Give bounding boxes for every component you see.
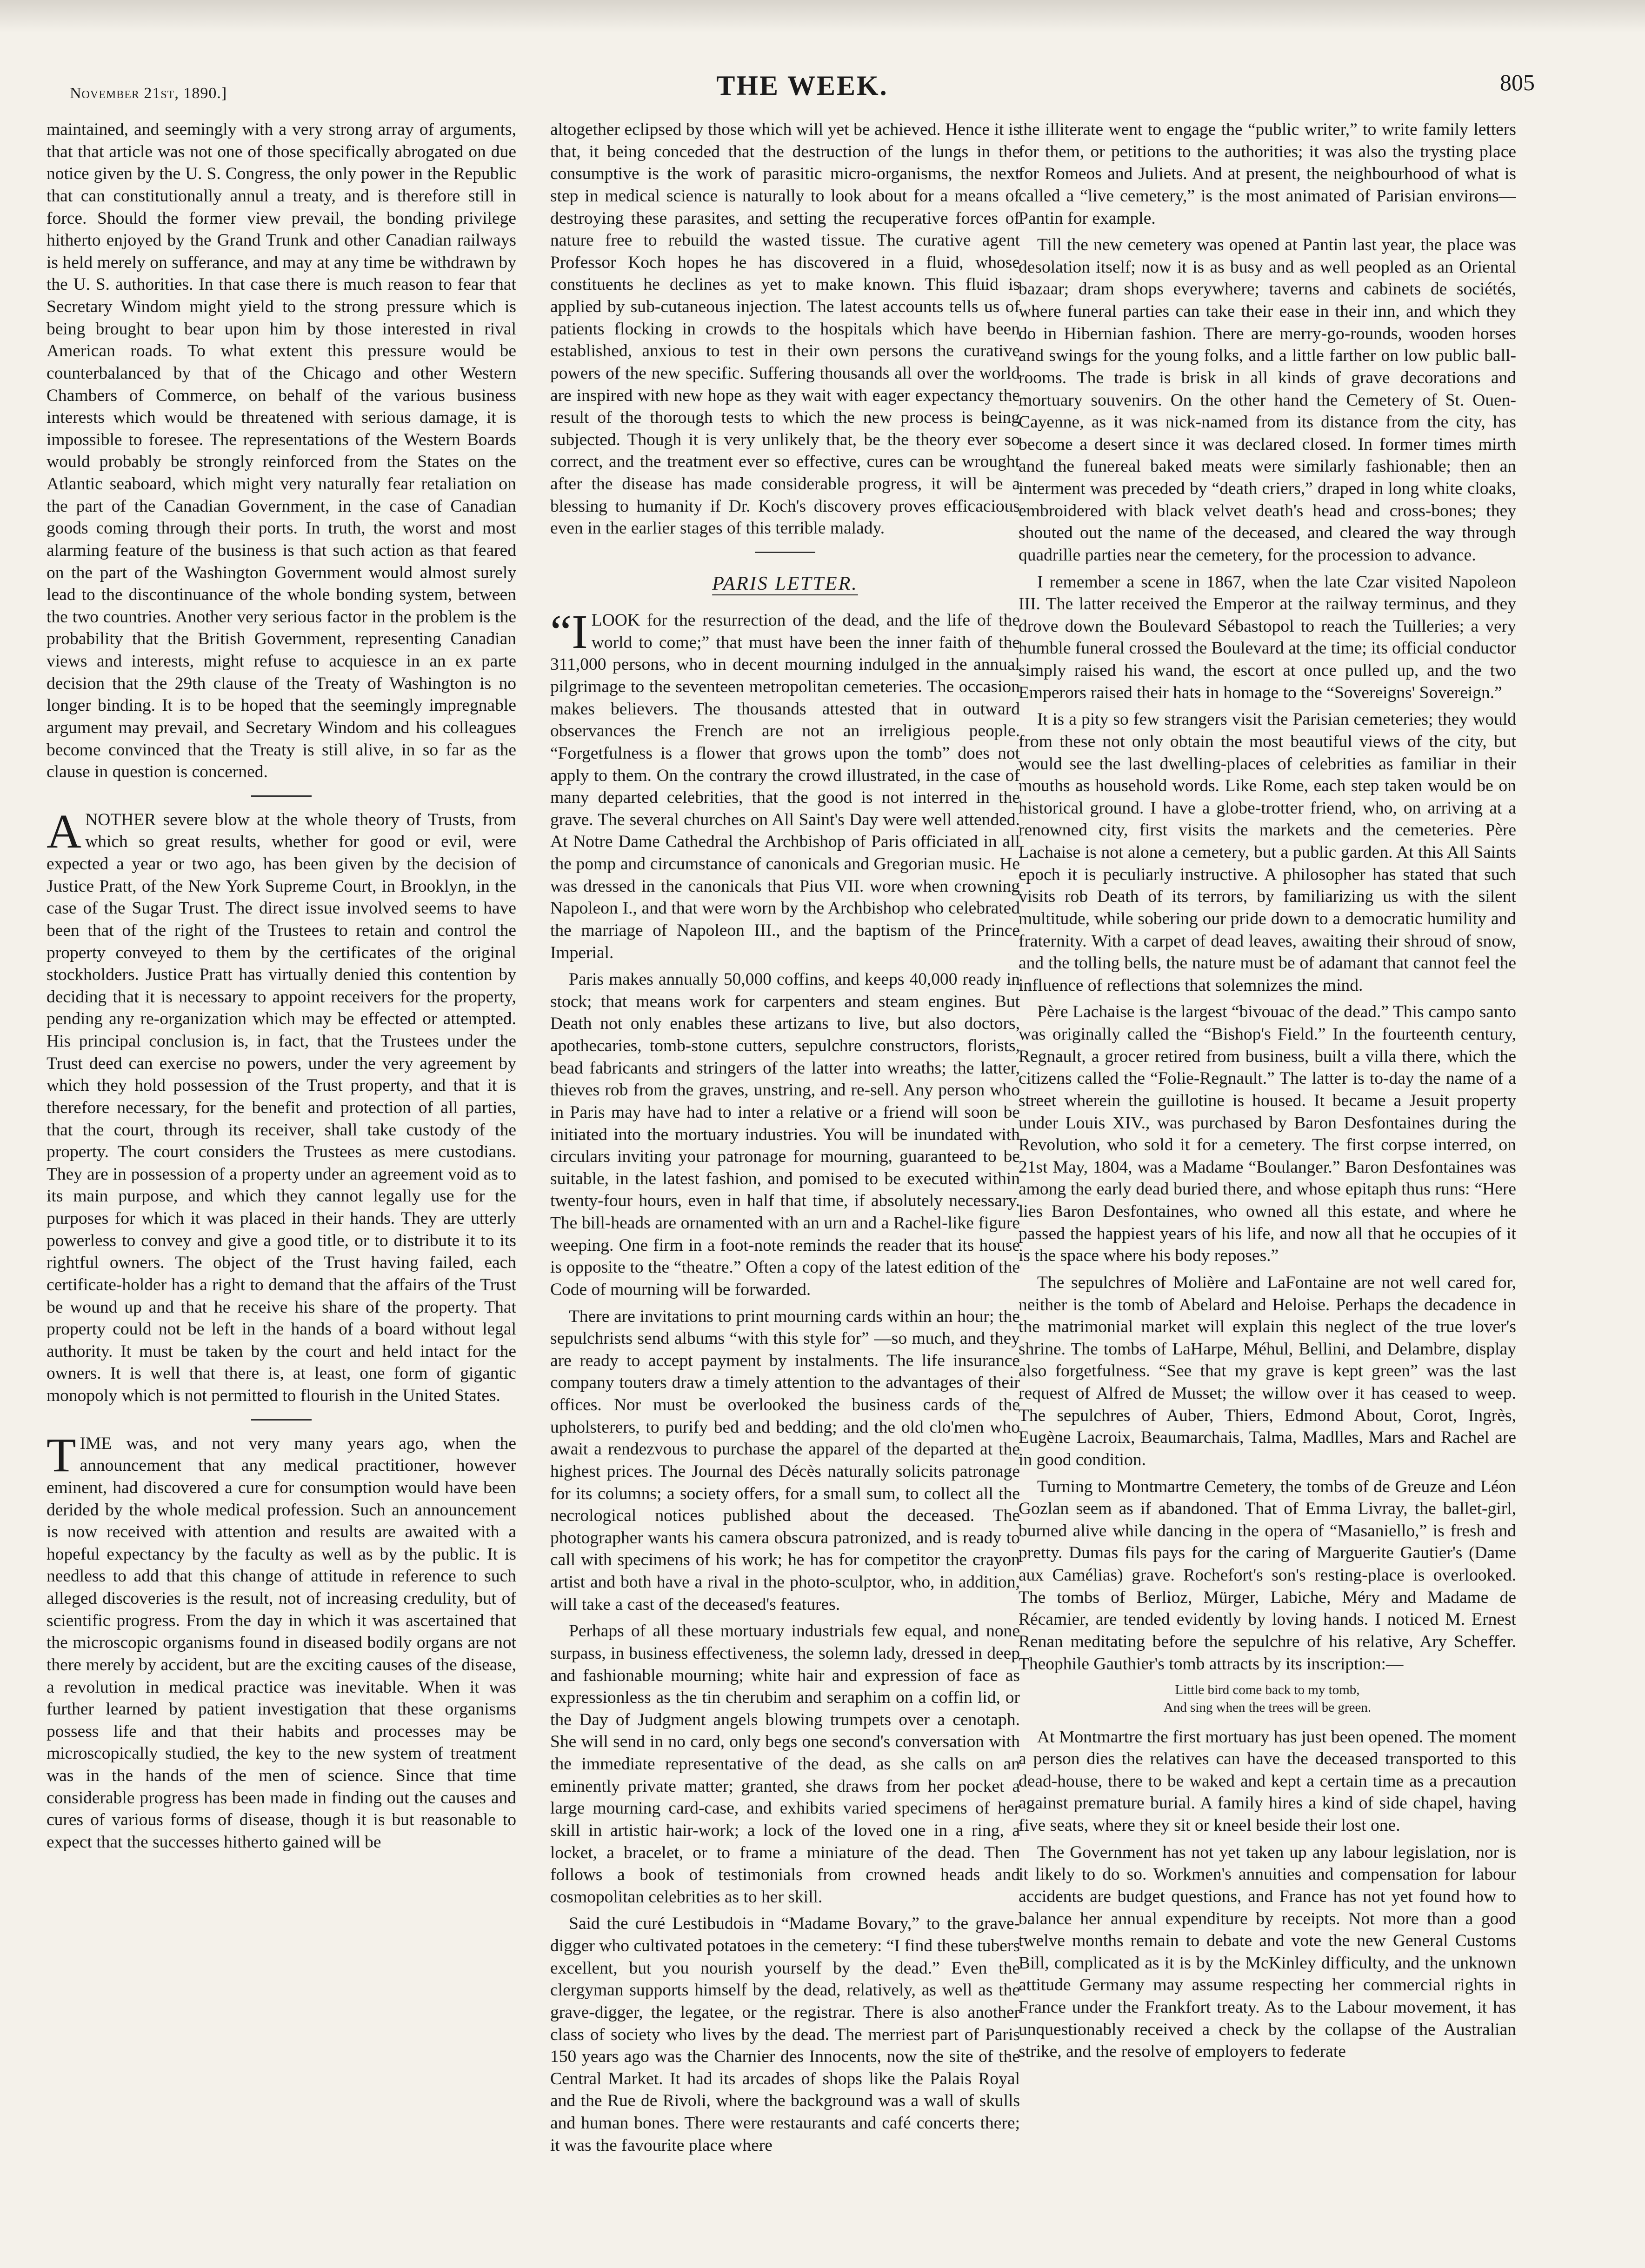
verse-line: And sing when the trees will be green.	[1163, 1700, 1372, 1715]
paragraph: TIME was, and not very many years ago, when the announcement that any medical practitioner, however eminent, had discovered a cure for consumption would have been derided by the whole medical profession. Such an announcement is now received with attention and results are awaited with a hopeful expectancy by the faculty as well as by the public. It is needless to add that this change of attitude in reference to such alleged discoveries is the result, not of increasing credulity, but of scientific progress. From the day in which it was ascertained that the microscopic organisms found in diseased bodily organs are not there merely by accident, but are the exciting causes of the disease, a revolution in medical practice was inevitable. When it was further learned by patient investigation that these organisms possess life and that their habits and processes may be microscopically studied, the key to the new system of treatment was in the hands of the men of science. Since that time considerable progress has been made in finding out the causes and cures of various forms of disease, though it is but reasonable to expect that the successes hitherto gained will be	[47, 1428, 516, 1852]
section-divider	[251, 1419, 312, 1421]
paragraph: the illiterate went to engage the “public writer,” to write family letters for them, or petitions to the authorities; it was also the trysting place for Romeos and Juliets. And at present, the neighbourhood of what is called a “live cemetery,” is the most animated of Parisian environs—Pantin for example.	[1019, 120, 1516, 228]
section-divider	[251, 795, 312, 797]
paragraph: Turning to Montmartre Cemetery, the tombs of de Greuze and Léon Gozlan seem as if abandoned. That of Emma Livray, the ballet-girl, burned alive while dancing in the opera of “Masaniello,” is fresh and pretty. Dumas fils pays for the caring of Marguerite Gautier's (Dame aux Camélias) grave. Rochefort's son's resting-place is overlooked. The tombs of Berlioz, Mürger, Labiche, Méry and Madame de Récamier, are tended evidently by loving hands. I noticed M. Ernest Renan meditating before the sepulchre of his relative, Ary Scheffer. Theophile Gauthier's tomb attracts by its inscription:—	[1019, 1477, 1516, 1674]
section-divider	[755, 552, 815, 553]
section-title: PARIS LETTER.	[712, 573, 858, 594]
paragraph: The sepulchres of Molière and LaFontaine are not well cared for, neither is the tomb of Abelard and Heloise. Perhaps the decadence in the matrimonial market will explain this neglect of the true lover's shrine. The tombs of LaHarpe, Méhul, Bellini, and Delambre, display also forgetfulness. “See that my grave is kept green” was the last request of Alfred de Musset; the willow over it has ceased to weep. The sepulchres of Auber, Thiers, Edmond About, Corot, Ingrès, Eugène Lacroix, Beaumarchais, Talma, Madlles, Mars and Rachel are in good condition.	[1019, 1273, 1516, 1469]
publication-title: THE WEEK.	[716, 70, 888, 101]
verse-line: Little bird come back to my tomb,	[1175, 1682, 1360, 1698]
paragraph: I remember a scene in 1867, when the late Czar visited Napoleon III. The latter received the Emperor at the railway terminus, and they drove down the Boulevard Sébastopol to reach the Tuilleries; a very humble funeral crossed the Boulevard at the time; its official conductor simply raised his wand, the escort at once pulled up, and the two Emperors raised their hats in homage to the “Sovereigns' Sovereign.”	[1019, 572, 1516, 702]
paragraph: ANOTHER severe blow at the whole theory of Trusts, from which so great results, whether for good or evil, were expected a year or two ago, has been given by the decision of Justice Pratt, of the New York Supreme Court, in Brooklyn, in the case of the Sugar Trust. The direct issue involved seems to have been that of the right of the Trustees to retain and control the property conveyed to them by the certificates of the original stockholders. Justice Pratt has virtually denied this contention by deciding that it is necessary to appoint receivers for the property, pending any re-organization which may be effected or attempted. His principal conclusion is, in fact, that the Trustees under the Trust deed can exercise no powers, under the very agreement by which they hold possession of the Trust property, and that it is therefore necessary, for the benefit and protection of all parties, that the court, through its receiver, shall take custody of the property. The court considers the Trustees as mere custodians. They are in possession of a property under an agreement void as to its main purpose, and which they cannot legally use for the purposes for which it was placed in their hands. They are utterly powerless to convey and give a good title, or to distribute it to its rightful owners. The object of the Trust having failed, each certificate-holder has a right to demand that the affairs of the Trust be wound up and that he receive his share of the property. That property could not be left in the hands of a board without legal authority. It must be taken by the court and held intact for the owners. It is well that there is, at least, one form of gigantic monopoly which is not permitted to flourish in the United States.	[47, 804, 516, 1405]
paragraph: Perhaps of all these mortuary industrials few equal, and none surpass, in business effectiveness, the solemn lady, dressed in deep and fashionable mourning; white hair and expression of face as expressionless as the tin cherubim and seraphim on a coffin lid, or the Day of Judgment angels blowing trumpets over a cenotaph. She will send in no card, only begs one second's conversation with the immediate representative of the dead, as she calls on an eminently private matter; granted, she draws from her pocket a large mourning card-case, and exhibits varied specimens of her skill in artistic hair-work; a lock of the loved one in a ring, a locket, a bracelet, or to frame a miniature of the dead. Then follows a book of testimonials from crowned heads and cosmopolitan celebrities as to her skill.	[550, 1621, 1020, 1907]
scan-edge	[0, 0, 1645, 33]
paragraph: It is a pity so few strangers visit the Parisian cemeteries; they would from these not only obtain the most beautiful views of the city, but would see the last dwelling-places of celebrities as familiar in their mouths as household words. Like Rome, each step taken would be on historical ground. I have a globe-trotter friend, who, on arriving at a renowned city, first visits the markets and the cemeteries. Père Lachaise is not alone a cemetery, but a public garden. At this All Saints epoch it is peculiarly instructive. A philosopher has stated that such visits rob Death of its terrors, by familiarizing us with the silent multitude, while sobering our pride down to a democratic humility and fraternity. With a carpet of dead leaves, awaiting their shroud of snow, and the tolling bells, the nature must be of adamant that cannot feel the influence of reflections that solemnizes the mind.	[1019, 710, 1516, 995]
issue-date: November 21st, 1890.]	[70, 85, 227, 102]
column-2	[550, 119, 1020, 2240]
paragraph: Paris makes annually 50,000 coffins, and keeps 40,000 ready in stock; that means work for carpenters and steam engines. But Death not only enables these artizans to live, but also doctors, apothecaries, tomb-stone cutters, sepulchre constructors, florists, bead fabricants and stringers of the latter into wreaths; the latter, thieves rob from the graves, unstring, and re-sell. Any person who in Paris may have had to inter a relative or a friend will soon be initiated into the mortuary industries. You will be inundated with circulars inviting your patronage for mourning, guaranteed to be suitable, in the latest fashion, and pomised to be executed within twenty-four hours, even in half that time, if absolutely necessary. The bill-heads are ornamented with an urn and a Rachel-like figure weeping. One firm in a foot-note reminds the reader that its house is opposite to the “theatre.” Often a copy of the latest edition of the Code of mourning will be forwarded.	[550, 970, 1020, 1299]
page-header	[70, 65, 1535, 107]
paragraph: At Montmartre the first mortuary has just been opened. The moment a person dies the relatives can have the deceased transported to this dead-house, there to be waked and kept a certain time as a precaution against premature burial. A family hires a kind of side chapel, having five seats, where they sit or kneel beside their lost one.	[1019, 1727, 1516, 1835]
paragraph: maintained, and seemingly with a very strong array of arguments, that that article was not one of those specifically abrogated on due notice given by the U. S. Congress, the only power in the Republic that can constitutionally annul a treaty, and is therefore still in force. Should the former view prevail, the bonding privilege hitherto enjoyed by the Grand Trunk and other Canadian railways is held merely on sufferance, and may at any time be withdrawn by the U. S. authorities. In that case there is much reason to fear that Secretary Windom might yield to the strong pressure which is being brought to bear upon him by those interested in rival American roads. To what extent this pressure would be counterbalanced by that of the Chicago and other Western Chambers of Commerce, on behalf of the various business interests which would be threatened with serious damage, it is impossible to foresee. The representations of the Western Boards would probably be strongly reinforced from the States on the Atlantic seaboard, which might very naturally fear retaliation on the part of the Canadian Government, in the case of Canadian goods coming through their ports. In truth, the worst and most alarming feature of the business is that such action as that feared on the part of the Washington Government would almost surely lead to the discontinuance of the whole bonding system, between the two countries. Another very serious factor in the problem is the probability that the British Government, representing Canadian views and interests, might refuse to acquiesce in an ex parte decision that the 29th clause of the Treaty of Washington is no longer binding. It is to be hoped that the seemingly impregnable argument may prevail, and Secretary Windom and his colleagues become convinced that the Treaty is still alive, in so far as the clause in question is concerned.	[47, 120, 516, 782]
paragraph: Said the curé Lestibudois in “Madame Bovary,” to the grave-digger who cultivated potatoes in the cemetery: “I find these tubers excellent, but you nourish yourself by the dead.” Even the clergyman supports himself by the dead, relatively, as well as the grave-digger, the legatee, or the registrar. There is also another class of society who lives by the dead. The merriest part of Paris 150 years ago was the Charnier des Innocents, now the site of the Central Market. It had its arcades of shops like the Palais Royal and the Rue de Rivoli, where the background was a wall of skulls and human bones. There were restaurants and café concerts there; it was the favourite place where	[550, 1914, 1020, 2155]
epitaph-verse	[1019, 1681, 1516, 1716]
page-number: 805	[1500, 69, 1535, 95]
paragraph: The Government has not yet taken up any labour legislation, nor is it likely to do so. Workmen's annuities and compensation for labour accidents are budget questions, and France has not yet found how to balance her annual expenditure by receipts. Not more than a good twelve months remain to debate and vote the new General Customs Bill, complicated as it is by the McKinley difficulty, and the unknown attitude Germany may assume respecting her commercial rights in France under the Frankfort treaty. As to the Labour movement, it has unquestionably received a check by the collapse of the Australian strike, and the resolve of employers to federate	[1019, 1842, 1516, 2061]
column-1	[47, 119, 516, 2240]
paragraph: “ILOOK for the resurrection of the dead, and the life of the world to come;” that must have been the inner faith of the 311,000 persons, who in decent mourning indulged in the annual pilgrimage to the seventeen metropolitan cemeteries. The occasion makes believers. The thousands attested that in outward observances the French are not an irreligious people. “Forgetfulness is a flower that grows upon the tomb” does not apply to them. On the contrary the crowd illustrated, in the case of many departed celebrities, that the good is not interred in the grave. The several churches on All Saint's Day were well attended. At Notre Dame Cathedral the Archbishop of Paris officiated in all the pomp and circumstance of canonicals and Gregorian music. He was dressed in the canonicals that Pius VII. wore when crowning Napoleon I., and that were worn by the Archbishop who celebrated the marriage of Napoleon III., and the baptism of the Prince Imperial.	[550, 605, 1020, 962]
paragraph: Père Lachaise is the largest “bivouac of the dead.” This campo santo was originally called the “Bishop's Field.” In the fourteenth century, Regnault, a grocer retired from business, built a villa there, which the citizens called the “Folie-Regnault.” The latter is to-day the name of a street wherein the guillotine is housed. It became a Jesuit property under Louis XIV., was purchased by Baron Desfontaines during the Revolution, who sold it for a cemetery. The first corpse interred, on 21st May, 1804, was a Madame “Boulanger.” Baron Desfontaines was among the early dead buried there, and whose epitaph thus runs: “Here lies Baron Desfontaines, who owned all this estate, and where he passed the happiest years of his life, and now all that he occupies of it is the space where his body reposes.”	[1019, 1002, 1516, 1266]
paragraph: There are invitations to print mourning cards within an hour; the sepulchrists send albums “with this style for” —so much, and they are ready to accept payment by instalments. The life insurance company touters draw a timely attention to the advantages of their offices. Nor must be overlooked the business cards of the upholsterers, to purify bed and bedding; and the old clo'men who await a rendezvous to purchase the apparel of the departed at the highest prices. The Journal des Décès naturally solicits patronage for its columns; a society offers, for a small sum, to collect all the necrological notices published about the deceased. The photographer wants his camera obscura patronized, and is ready to call with specimens of his work; he has for competitor the crayon artist and both have a rival in the photo-sculptor, who, in addition, will take a cast of the deceased's features.	[550, 1307, 1020, 1614]
paragraph: altogether eclipsed by those which will yet be achieved. Hence it is that, it being conceded that the destruction of the lungs in the consumptive is the work of parasitic micro-organisms, the next step in medical science is naturally to look about for a means of destroying these parasites, and setting the recuperative forces of nature free to rebuild the wasted tissue. The curative agent Professor Koch hopes he has discovered in a fluid, whose constituents he declines as yet to make known. This fluid is applied by sub-cutaneous injection. The latest accounts tells us of patients flocking in crowds to the hospitals which have been established, anxious to test in their own persons the curative powers of the new specific. Suffering thousands all over the world are inspired with new hope as they wait with eager expectancy the result of the thorough tests to which the new process is being subjected. Though it is very unlikely that, be the theory ever so correct, and the treatment ever so effective, cures can be wrought after the disease has made considerable progress, it will be a blessing to humanity if Dr. Koch's discovery proves efficacious even in the earlier stages of this terrible malady.	[550, 120, 1020, 538]
paragraph: Till the new cemetery was opened at Pantin last year, the place was desolation itself; now it is as busy and as well peopled as an Oriental bazaar; dram shops everywhere; taverns and cabinets de sociétés, where funeral parties can take their ease in their inn, and which they do in Hibernian fashion. There are merry-go-rounds, wooden horses and swings for the young folks, and a little farther on low public ball-rooms. The trade is brisk in all kinds of grave decorations and mortuary souvenirs. On the other hand the Cemetery of St. Ouen-Cayenne, as it was nick-named from its distance from the city, has become a desert since it was declared closed. In former times mirth and the funereal baked meats were similarly fashionable; then an interment was preceded by “death criers,” draped in long white cloaks, embroidered with black velvet death's head and cross-bones; they shouted out the name of the deceased, and cleared the way through quadrille parties near the cemetery, for the procession to advance.	[1019, 235, 1516, 565]
column-3	[1019, 119, 1516, 2240]
